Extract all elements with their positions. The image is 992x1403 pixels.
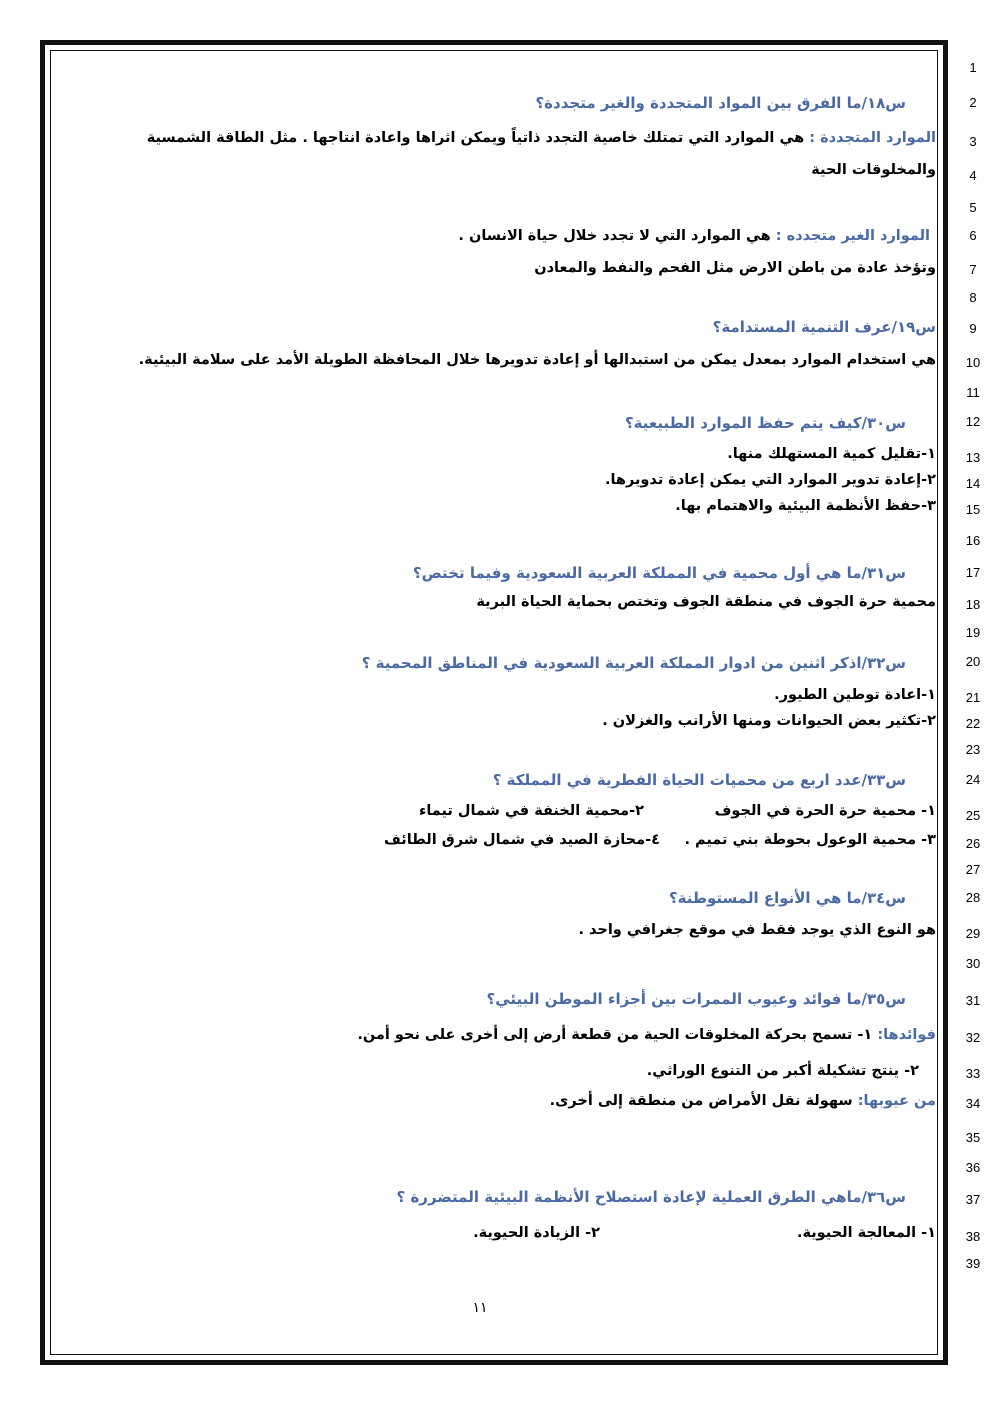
line-number: 13 xyxy=(965,450,981,465)
answer-18-line-2: والمخلوقات الحية xyxy=(811,162,936,178)
question-33: س٣٣/عدد اربع من محميات الحياة الفطرية في المملكة ؟ xyxy=(492,771,906,789)
line-number: 20 xyxy=(965,654,981,669)
answer-33-item-1: ١- محمية حرة الحرة في الجوف xyxy=(714,803,936,819)
answer-30-item-3: ٣-حفظ الأنظمة البيئية والاهتمام بها. xyxy=(675,498,936,514)
answer-35-benefit-2: ٢- ينتج تشكيلة أكبر من التنوع الوراثي. xyxy=(646,1063,919,1079)
line-number: 28 xyxy=(965,890,981,905)
line-number: 4 xyxy=(969,168,977,183)
line-number: 35 xyxy=(965,1130,981,1145)
question-30: س٣٠/كيف يتم حفظ الموارد الطبيعية؟ xyxy=(624,414,906,432)
line-number: 39 xyxy=(965,1256,981,1271)
question-35: س٣٥/ما فوائد وعيوب الممرات بين أجزاء الموطن البيئي؟ xyxy=(486,990,906,1008)
line-number: 26 xyxy=(965,836,981,851)
answer-32-item-1: ١-اعادة توطين الطيور. xyxy=(774,687,936,703)
line-number: 33 xyxy=(965,1066,981,1081)
line-number: 14 xyxy=(965,476,981,491)
answer-36-item-2: ٢- الزيادة الحيوية. xyxy=(473,1225,600,1241)
line-number: 12 xyxy=(965,414,981,429)
answer-35-benefit-1 xyxy=(357,1027,936,1043)
line-number: 22 xyxy=(965,716,981,731)
answer-35-drawback xyxy=(550,1093,936,1109)
question-32: س٣٢/اذكر اثنين من ادوار المملكة العربية السعودية في المناطق المحمية ؟ xyxy=(361,654,906,672)
line-number: 23 xyxy=(965,742,981,757)
line-number: 27 xyxy=(965,862,981,877)
renewable-definition: هي الموارد التي تمتلك خاصية التجدد ذاتياً ويمكن اثراها واعادة انتاجها . مثل الطاقة الشمسية xyxy=(146,130,805,146)
line-number: 38 xyxy=(965,1229,981,1244)
line-number: 16 xyxy=(965,533,981,548)
benefits-label: فوائدها: xyxy=(877,1027,936,1043)
line-number: 30 xyxy=(965,956,981,971)
question-34: س٣٤/ما هي الأنواع المستوطنة؟ xyxy=(668,889,906,907)
drawbacks-label: من عيوبها: xyxy=(857,1093,936,1109)
question-18: س١٨/ما الفرق بين المواد المتجددة والغير متجددة؟ xyxy=(535,94,906,112)
answer-30-item-1: ١-تقليل كمية المستهلك منها. xyxy=(727,446,936,462)
line-number: 3 xyxy=(969,134,977,149)
benefit-1-text: ١- تسمح بحركة المخلوقات الحية من قطعة أرض إلى أخرى على نحو أمن. xyxy=(357,1027,873,1043)
line-number: 15 xyxy=(965,502,981,517)
line-number: 17 xyxy=(965,565,981,580)
line-number: 31 xyxy=(965,993,981,1008)
line-number: 18 xyxy=(965,597,981,612)
answer-18-line-4: وتؤخذ عادة من باطن الارض مثل الفحم والنفط والمعادن xyxy=(534,260,936,276)
answer-18-line-1 xyxy=(147,130,936,146)
line-number: 9 xyxy=(969,321,977,336)
drawback-1-text: سهولة نقل الأمراض من منطقة إلى أخرى. xyxy=(549,1093,853,1109)
line-number: 8 xyxy=(969,290,977,305)
non-renewable-definition: هي الموارد التي لا تجدد خلال حياة الانسان . xyxy=(458,228,771,244)
question-31: س٣١/ما هي أول محمية في المملكة العربية السعودية وفيما تختص؟ xyxy=(412,564,906,582)
page-number: ١١ xyxy=(472,1300,488,1316)
line-number: 5 xyxy=(969,200,977,215)
line-number: 19 xyxy=(965,625,981,640)
line-number: 7 xyxy=(969,262,977,277)
line-number: 36 xyxy=(965,1160,981,1175)
line-number: 11 xyxy=(966,385,980,400)
answer-33-item-3: ٣- محمية الوعول بحوطة بني تميم . xyxy=(684,832,936,848)
answer-30-item-2: ٢-إعادة تدوير الموارد التي يمكن إعادة تدويرها. xyxy=(604,472,936,488)
line-number: 2 xyxy=(969,95,977,110)
line-number: 37 xyxy=(965,1192,981,1207)
answer-33-item-2: ٢-محمية الخنفة في شمال تيماء xyxy=(418,803,644,819)
answer-36-item-1: ١- المعالجة الحيوية. xyxy=(796,1225,936,1241)
question-19: س١٩/عرف التنمية المستدامة؟ xyxy=(712,318,936,336)
answer-34: هو النوع الذي يوجد فقط في موقع جغرافي واحد . xyxy=(578,922,936,938)
term-non-renewable: الموارد الغير متجدده : xyxy=(775,228,930,244)
answer-33-item-4: ٤-محازة الصيد في شمال شرق الطائف xyxy=(383,832,660,848)
answer-32-item-2: ٢-تكثير بعض الحيوانات ومنها الأرانب والغزلان . xyxy=(602,713,936,729)
line-number: 10 xyxy=(965,355,981,370)
line-number: 1 xyxy=(969,60,977,75)
line-number: 21 xyxy=(965,690,981,705)
line-number: 6 xyxy=(969,228,977,243)
term-renewable: الموارد المتجددة : xyxy=(809,130,936,146)
line-number: 24 xyxy=(965,772,981,787)
answer-18-line-3 xyxy=(458,228,930,244)
answer-31: محمية حرة الجوف في منطقة الجوف وتختص بحماية الحياة البرية xyxy=(476,594,936,610)
line-number: 32 xyxy=(965,1030,981,1045)
line-number: 29 xyxy=(965,926,981,941)
line-number: 25 xyxy=(965,808,981,823)
answer-19: هي استخدام الموارد بمعدل يمكن من استبدالها أو إعادة تدويرها خلال المحافظة الطويلة الأمد على سلامة البيئية. xyxy=(138,352,936,368)
line-number: 34 xyxy=(965,1096,981,1111)
question-36: س٣٦/ماهي الطرق العملية لإعادة استصلاح الأنظمة البيئية المتضررة ؟ xyxy=(396,1188,906,1206)
